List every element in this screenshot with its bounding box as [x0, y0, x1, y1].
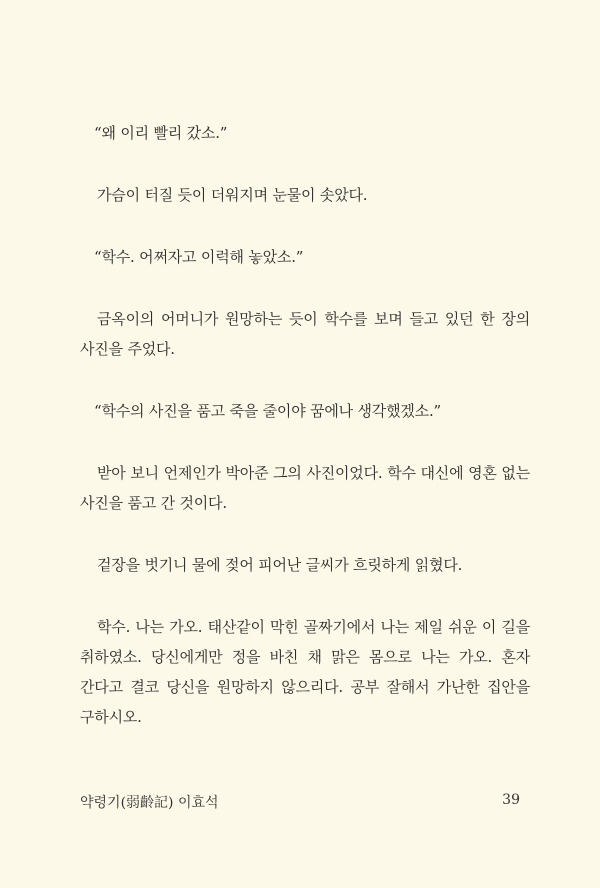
paragraph: 겉장을 벗기니 물에 젖어 피어난 글씨가 흐릿하게 읽혔다. — [97, 556, 463, 574]
paragraph: 학수. 나는 가오. 태산같이 막힌 골짜기에서 나는 제일 쉬운 이 길을 취하였소. 당신에게만 정을 바친 채 맑은 몸으로 나는 가오. 혼자 간다고 결코 당신을 원망하지 않으리다. 공부 잘해서 가난한 집안을 구하시오. — [80, 618, 530, 726]
paragraph: “왜 이리 빨리 갔소.” — [94, 124, 228, 142]
paragraph: “학수의 사진을 품고 죽을 줄이야 꿈에나 생각했겠소.” — [94, 402, 442, 420]
paragraph: 가슴이 터질 듯이 더워지며 눈물이 솟았다. — [97, 186, 368, 204]
footer-book-title: 약령기(弱齡記) 이효석 — [80, 795, 219, 811]
paragraph: 받아 보니 언제인가 박아준 그의 사진이었다. 학수 대신에 영혼 없는 사진을 품고 간 것이다. — [80, 464, 530, 512]
text-body — [80, 118, 530, 764]
paragraph: “학수. 어쩌자고 이럭해 놓았소.” — [94, 248, 304, 266]
paragraph: 금옥이의 어머니가 원망하는 듯이 학수를 보며 들고 있던 한 장의 사진을 주었다. — [80, 310, 530, 358]
page-number: 39 — [502, 792, 520, 808]
